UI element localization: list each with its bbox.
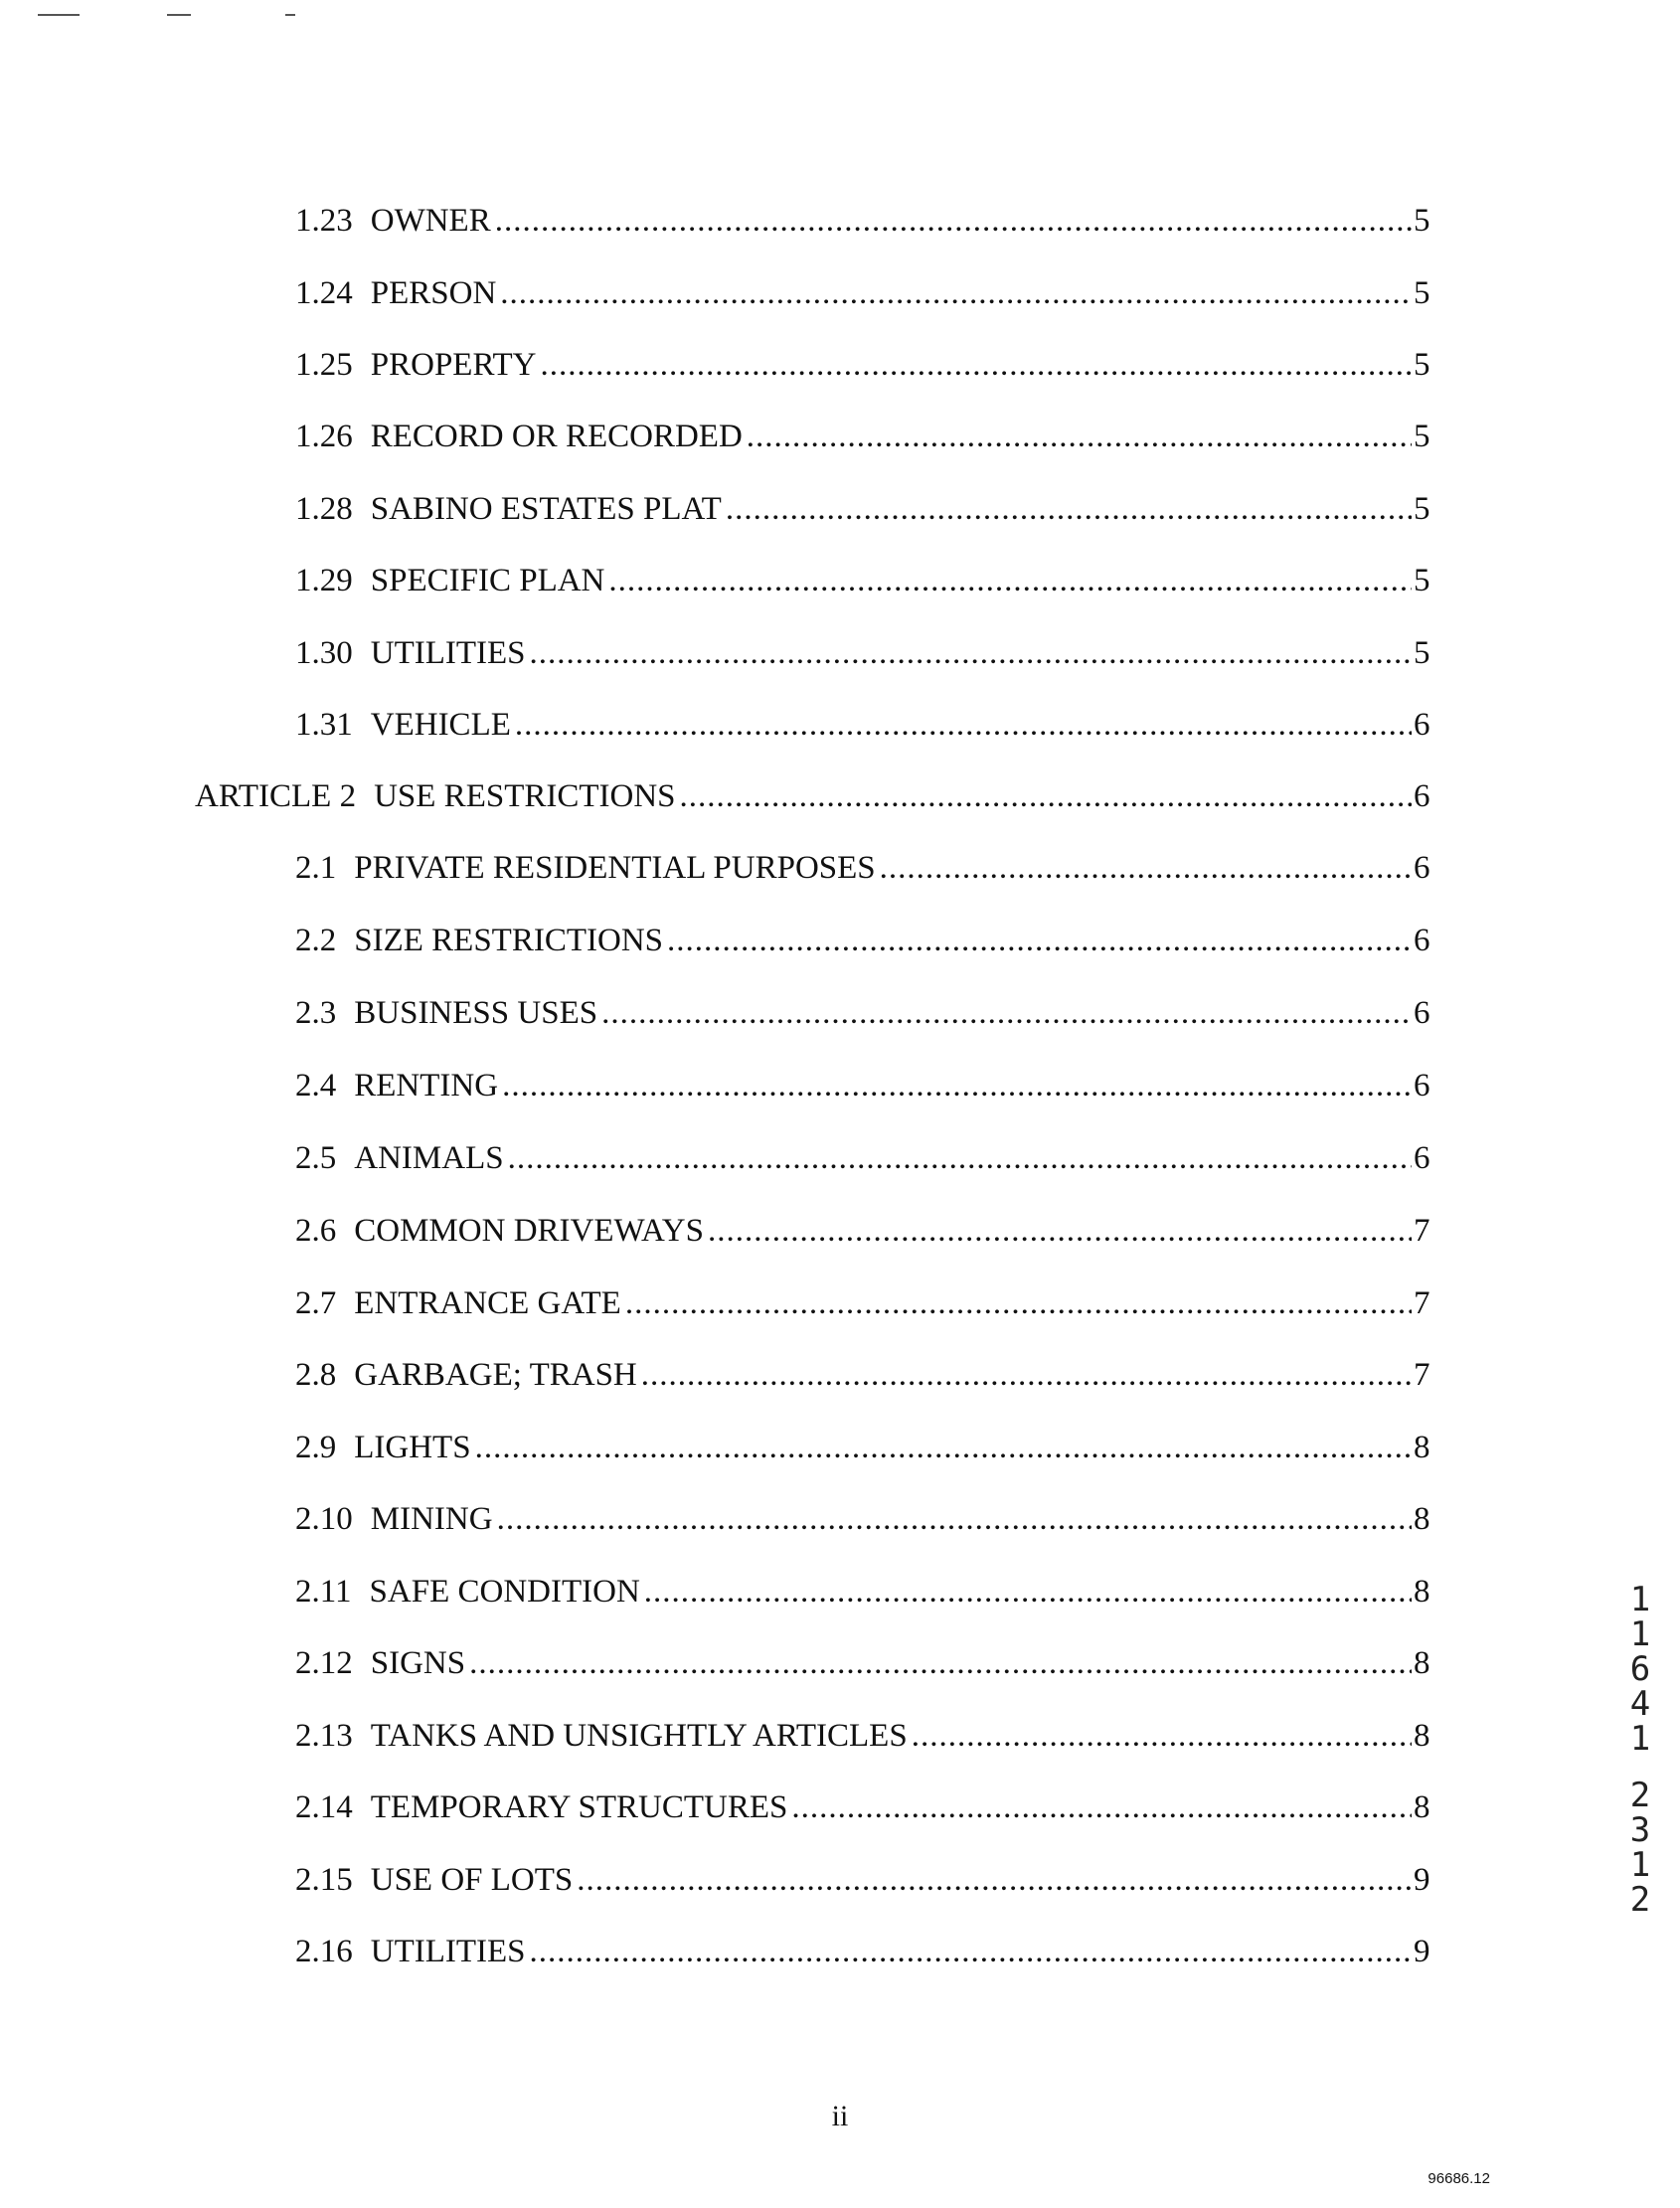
toc-entry-title: PROPERTY bbox=[370, 347, 537, 383]
toc-entry bbox=[295, 341, 1429, 389]
toc-dot-leader bbox=[515, 701, 1412, 749]
toc-dot-leader bbox=[608, 557, 1412, 604]
stamp-digit: 2 bbox=[1629, 1880, 1651, 1920]
toc-entry bbox=[295, 1568, 1429, 1615]
toc-entry-page: 6 bbox=[1414, 995, 1430, 1031]
toc-entry bbox=[295, 1928, 1429, 1975]
toc-entry bbox=[295, 701, 1429, 749]
toc-entry-page: 6 bbox=[1414, 707, 1430, 743]
scan-mark bbox=[285, 14, 295, 16]
document-id: 96686.12 bbox=[1428, 2170, 1490, 2187]
toc-entry-number: 1.26 bbox=[295, 419, 353, 454]
toc-entry-number: 1.30 bbox=[295, 635, 353, 671]
toc-entry-number: 2.13 bbox=[295, 1718, 353, 1754]
toc-dot-leader bbox=[469, 1639, 1412, 1687]
toc-entry-title: ANIMALS bbox=[354, 1140, 504, 1176]
toc-entry-page: 9 bbox=[1414, 1934, 1430, 1969]
toc-entry bbox=[295, 269, 1429, 317]
toc-entry-page: 8 bbox=[1414, 1574, 1430, 1610]
toc-entry bbox=[295, 1134, 1429, 1182]
toc-entry-page: 6 bbox=[1414, 1068, 1430, 1104]
toc-dot-leader bbox=[747, 413, 1412, 460]
toc-entry-page: 7 bbox=[1414, 1213, 1430, 1249]
toc-entry-number: 2.14 bbox=[295, 1789, 353, 1825]
toc-entry-page: 6 bbox=[1414, 850, 1430, 886]
toc-entry bbox=[295, 1351, 1429, 1399]
toc-entry bbox=[295, 629, 1429, 677]
toc-entry bbox=[295, 1712, 1429, 1760]
toc-entry-title: SIGNS bbox=[370, 1645, 466, 1681]
toc-dot-leader bbox=[502, 1062, 1412, 1109]
toc-dot-leader bbox=[912, 1712, 1412, 1760]
toc-entry-title: BUSINESS USES bbox=[354, 995, 598, 1031]
toc-entry bbox=[295, 1783, 1429, 1831]
stamp-digit: 3 bbox=[1629, 1810, 1651, 1850]
toc-entry-title: UTILITIES bbox=[370, 1934, 526, 1969]
toc-entry-number: 2.10 bbox=[295, 1501, 353, 1537]
toc-entry-number: 2.5 bbox=[295, 1140, 337, 1176]
toc-entry-page: 8 bbox=[1414, 1430, 1430, 1465]
toc-entry bbox=[295, 1062, 1429, 1109]
toc-entry bbox=[295, 557, 1429, 604]
toc-dot-leader bbox=[667, 917, 1412, 964]
toc-entry-number: 1.23 bbox=[295, 203, 353, 239]
scan-mark bbox=[167, 14, 191, 16]
toc-entry-title: SAFE CONDITION bbox=[369, 1574, 640, 1610]
toc-entry-page: 5 bbox=[1414, 275, 1430, 311]
toc-entry-title: USE RESTRICTIONS bbox=[374, 778, 676, 814]
toc-entry bbox=[295, 1495, 1429, 1543]
toc-dot-leader bbox=[508, 1134, 1412, 1182]
page-number: ii bbox=[831, 2100, 849, 2132]
toc-dot-leader bbox=[500, 269, 1412, 317]
toc-article-heading bbox=[195, 772, 1429, 820]
toc-dot-leader bbox=[644, 1568, 1412, 1615]
toc-dot-leader bbox=[497, 1495, 1412, 1543]
toc-entry-title: TANKS AND UNSIGHTLY ARTICLES bbox=[370, 1718, 908, 1754]
toc-entry-number: 2.3 bbox=[295, 995, 337, 1031]
toc-entry-title: PRIVATE RESIDENTIAL PURPOSES bbox=[354, 850, 876, 886]
toc-entry-title: SIZE RESTRICTIONS bbox=[354, 923, 664, 958]
toc-entry-number: 2.1 bbox=[295, 850, 337, 886]
toc-entry-number: 2.16 bbox=[295, 1934, 353, 1969]
toc-entry-page: 5 bbox=[1414, 491, 1430, 527]
stamp-digit: 6 bbox=[1629, 1649, 1651, 1689]
toc-entry-title: UTILITIES bbox=[370, 635, 526, 671]
toc-dot-leader bbox=[601, 989, 1412, 1037]
toc-entry-number: 1.31 bbox=[295, 707, 353, 743]
toc-entry-title: OWNER bbox=[370, 203, 491, 239]
toc-entry-title: SPECIFIC PLAN bbox=[370, 563, 605, 598]
toc-entry-title: PERSON bbox=[370, 275, 497, 311]
toc-entry bbox=[295, 844, 1429, 892]
toc-dot-leader bbox=[880, 844, 1412, 892]
toc-dot-leader bbox=[577, 1856, 1412, 1904]
toc-dot-leader bbox=[495, 197, 1412, 245]
toc-entry-page: 8 bbox=[1414, 1789, 1430, 1825]
toc-entry-number: 1.29 bbox=[295, 563, 353, 598]
toc-entry-number: 2.6 bbox=[295, 1213, 337, 1249]
toc-entry bbox=[295, 1856, 1429, 1904]
toc-entry-title: USE OF LOTS bbox=[370, 1862, 574, 1898]
toc-dot-leader bbox=[475, 1424, 1412, 1471]
toc-entry-number: 2.9 bbox=[295, 1430, 337, 1465]
toc-entry-number: 2.2 bbox=[295, 923, 337, 958]
stamp-digit: 4 bbox=[1629, 1684, 1651, 1724]
toc-entry-title: COMMON DRIVEWAYS bbox=[354, 1213, 704, 1249]
toc-entry-title: ENTRANCE GATE bbox=[354, 1285, 621, 1321]
toc-entry bbox=[295, 1207, 1429, 1255]
toc-entry-number: 2.12 bbox=[295, 1645, 353, 1681]
toc-entry-page: 7 bbox=[1414, 1285, 1430, 1321]
toc-entry-page: 5 bbox=[1414, 419, 1430, 454]
toc-entry-number: 1.28 bbox=[295, 491, 353, 527]
toc-entry-page: 6 bbox=[1414, 923, 1430, 958]
stamp-digit: 1 bbox=[1629, 1614, 1651, 1654]
toc-entry-number: 2.7 bbox=[295, 1285, 337, 1321]
toc-entry-title: LIGHTS bbox=[354, 1430, 471, 1465]
recording-stamp-number bbox=[1622, 1580, 1658, 1920]
toc-dot-leader bbox=[641, 1351, 1412, 1399]
toc-entry-number: ARTICLE 2 bbox=[195, 778, 357, 814]
toc-entry-number: 2.8 bbox=[295, 1357, 337, 1393]
toc-entry-page: 8 bbox=[1414, 1501, 1430, 1537]
toc-dot-leader bbox=[791, 1783, 1412, 1831]
toc-entry-page: 5 bbox=[1414, 563, 1430, 598]
toc-dot-leader bbox=[726, 485, 1412, 533]
toc-entry-title: RECORD OR RECORDED bbox=[370, 419, 743, 454]
toc-dot-leader bbox=[680, 772, 1412, 820]
toc-entry bbox=[295, 917, 1429, 964]
toc-entry-page: 5 bbox=[1414, 635, 1430, 671]
toc-entry bbox=[295, 1424, 1429, 1471]
toc-entry-page: 5 bbox=[1414, 203, 1430, 239]
stamp-digit: 1 bbox=[1629, 1719, 1651, 1759]
toc-entry-page: 5 bbox=[1414, 347, 1430, 383]
toc-entry-page: 6 bbox=[1414, 1140, 1430, 1176]
toc-entry-title: SABINO ESTATES PLAT bbox=[370, 491, 722, 527]
toc-dot-leader bbox=[708, 1207, 1412, 1255]
toc-entry bbox=[295, 1639, 1429, 1687]
toc-entry-page: 7 bbox=[1414, 1357, 1430, 1393]
toc-entry-number: 1.25 bbox=[295, 347, 353, 383]
toc-entry-title: MINING bbox=[370, 1501, 493, 1537]
stamp-digit: 2 bbox=[1629, 1776, 1651, 1815]
toc-entry-number: 2.4 bbox=[295, 1068, 337, 1104]
toc-dot-leader bbox=[625, 1279, 1412, 1327]
stamp-digit: 1 bbox=[1629, 1845, 1651, 1885]
toc-entry-number: 1.24 bbox=[295, 275, 353, 311]
toc-entry-page: 8 bbox=[1414, 1645, 1430, 1681]
toc-entry-page: 8 bbox=[1414, 1718, 1430, 1754]
toc-entry-title: RENTING bbox=[354, 1068, 499, 1104]
toc-entry bbox=[295, 1279, 1429, 1327]
toc-entry bbox=[295, 989, 1429, 1037]
toc-entry-number: 2.15 bbox=[295, 1862, 353, 1898]
toc-dot-leader bbox=[530, 629, 1412, 677]
toc-entry-title: GARBAGE; TRASH bbox=[354, 1357, 637, 1393]
toc-dot-leader bbox=[540, 341, 1412, 389]
toc-entry-title: VEHICLE bbox=[370, 707, 511, 743]
toc-entry bbox=[295, 485, 1429, 533]
stamp-digit: 1 bbox=[1629, 1580, 1651, 1619]
toc-entry-number: 2.11 bbox=[295, 1574, 352, 1610]
toc-dot-leader bbox=[530, 1928, 1412, 1975]
toc-entry bbox=[295, 197, 1429, 245]
toc-entry-page: 9 bbox=[1414, 1862, 1430, 1898]
scan-mark bbox=[38, 14, 80, 16]
toc-entry bbox=[295, 413, 1429, 460]
toc-entry-title: TEMPORARY STRUCTURES bbox=[370, 1789, 788, 1825]
toc-entry-page: 6 bbox=[1414, 778, 1430, 814]
